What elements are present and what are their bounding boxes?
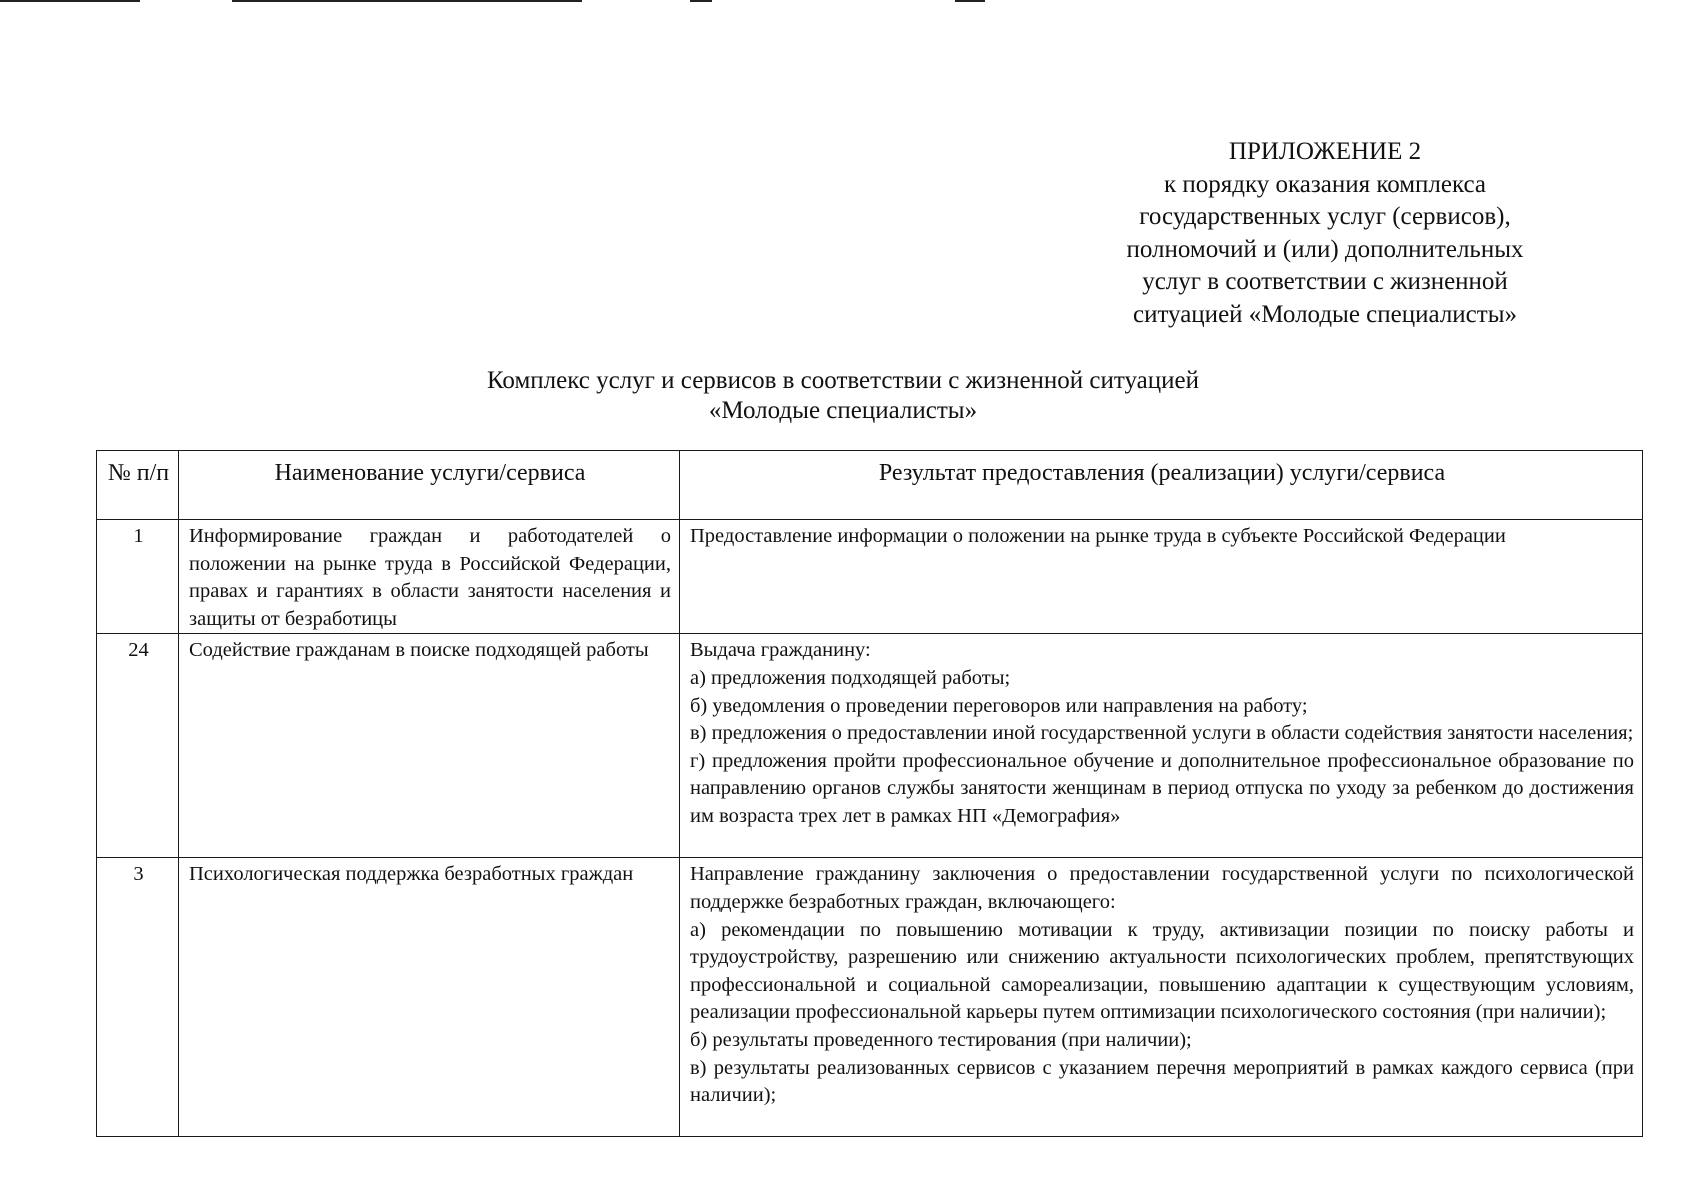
document-title <box>300 366 1386 426</box>
document-title-line: Комплекс услуг и сервисов в соответствии с жизненной ситуацией <box>487 367 1199 394</box>
document-title-line: «Молодые специалисты» <box>708 397 978 424</box>
scan-mark-3 <box>690 0 712 2</box>
service-name: Информирование граждан и работодателей о положении на рынке труда в Российской Федерации, правах и гарантиях в области занятости населения и защиты от безработицы <box>179 520 680 634</box>
result-paragraph: а) предложения подходящей работы; <box>690 666 1011 689</box>
column-header-result: Результат предоставления (реализации) услуги/сервиса <box>680 451 1643 520</box>
result-paragraph: б) уведомления о проведении переговоров или направления на работу; <box>690 694 1308 717</box>
annex-heading <box>1090 136 1560 331</box>
table-row <box>97 520 1643 634</box>
result-paragraph: Направление гражданину заключения о предоставлении государственной услуги по психологической поддержке безработных граждан, включающего: <box>690 863 1634 913</box>
table-header-row <box>97 451 1643 520</box>
result-paragraph: в) предложения о предоставлении иной государственной услуги в области содействия занятости населения; <box>690 722 1634 745</box>
annex-line: услуг в соответствии с жизненной <box>1142 268 1508 295</box>
result-paragraph: в) результаты реализованных сервисов с указанием перечня мероприятий в рамках каждого сервиса (при наличии); <box>690 1056 1634 1107</box>
row-number: 3 <box>97 858 179 1137</box>
table-row <box>97 858 1643 1137</box>
service-name: Психологическая поддержка безработных граждан <box>179 858 680 1137</box>
column-header-number: № п/п <box>97 451 179 520</box>
result-paragraph: б) результаты проведенного тестирования (при наличии); <box>690 1028 1192 1051</box>
service-name: Содействие гражданам в поиске подходящей работы <box>179 634 680 858</box>
row-number: 1 <box>97 520 179 634</box>
result-paragraph: Предоставление информации о положении на рынке труда в субъекте Российской Федерации <box>690 525 1506 547</box>
result-paragraph: г) предложения пройти профессиональное обучение и дополнительное профессиональное образование по направлению органов службы занятости женщинам в период отпуска по уходу за ребенком до достижения им возраста трех лет в рамках НП «Демография» <box>690 749 1634 827</box>
table-row <box>97 634 1643 858</box>
scan-mark-4 <box>955 0 985 2</box>
row-number: 24 <box>97 634 179 858</box>
service-result <box>680 634 1643 858</box>
services-table <box>96 450 1643 1137</box>
scan-mark-2 <box>232 0 582 2</box>
annex-title: ПРИЛОЖЕНИЕ 2 <box>1228 138 1422 165</box>
result-paragraph: Выдача гражданину: <box>690 639 871 662</box>
service-result <box>680 520 1643 634</box>
annex-line: к порядку оказания комплекса <box>1163 170 1487 198</box>
annex-line: ситуацией «Молодые специалисты» <box>1132 300 1518 328</box>
scan-mark-1 <box>0 0 140 2</box>
column-header-service-name: Наименование услуги/сервиса <box>179 451 680 520</box>
annex-line: полномочий и (или) дополнительных <box>1126 235 1524 263</box>
result-paragraph: а) рекомендации по повышению мотивации к труду, активизации позиции по поиску работы и трудоустройству, разрешению или снижению актуальности психологических проблем, препятствующих профессиональной и социальной самореализации, повышению адаптации к существующим условиям, реализации профессиональной карьеры путем оптимизации психологического состояния (при наличии); <box>690 918 1634 1024</box>
annex-line: государственных услуг (сервисов), <box>1139 203 1511 230</box>
service-result <box>680 858 1643 1137</box>
